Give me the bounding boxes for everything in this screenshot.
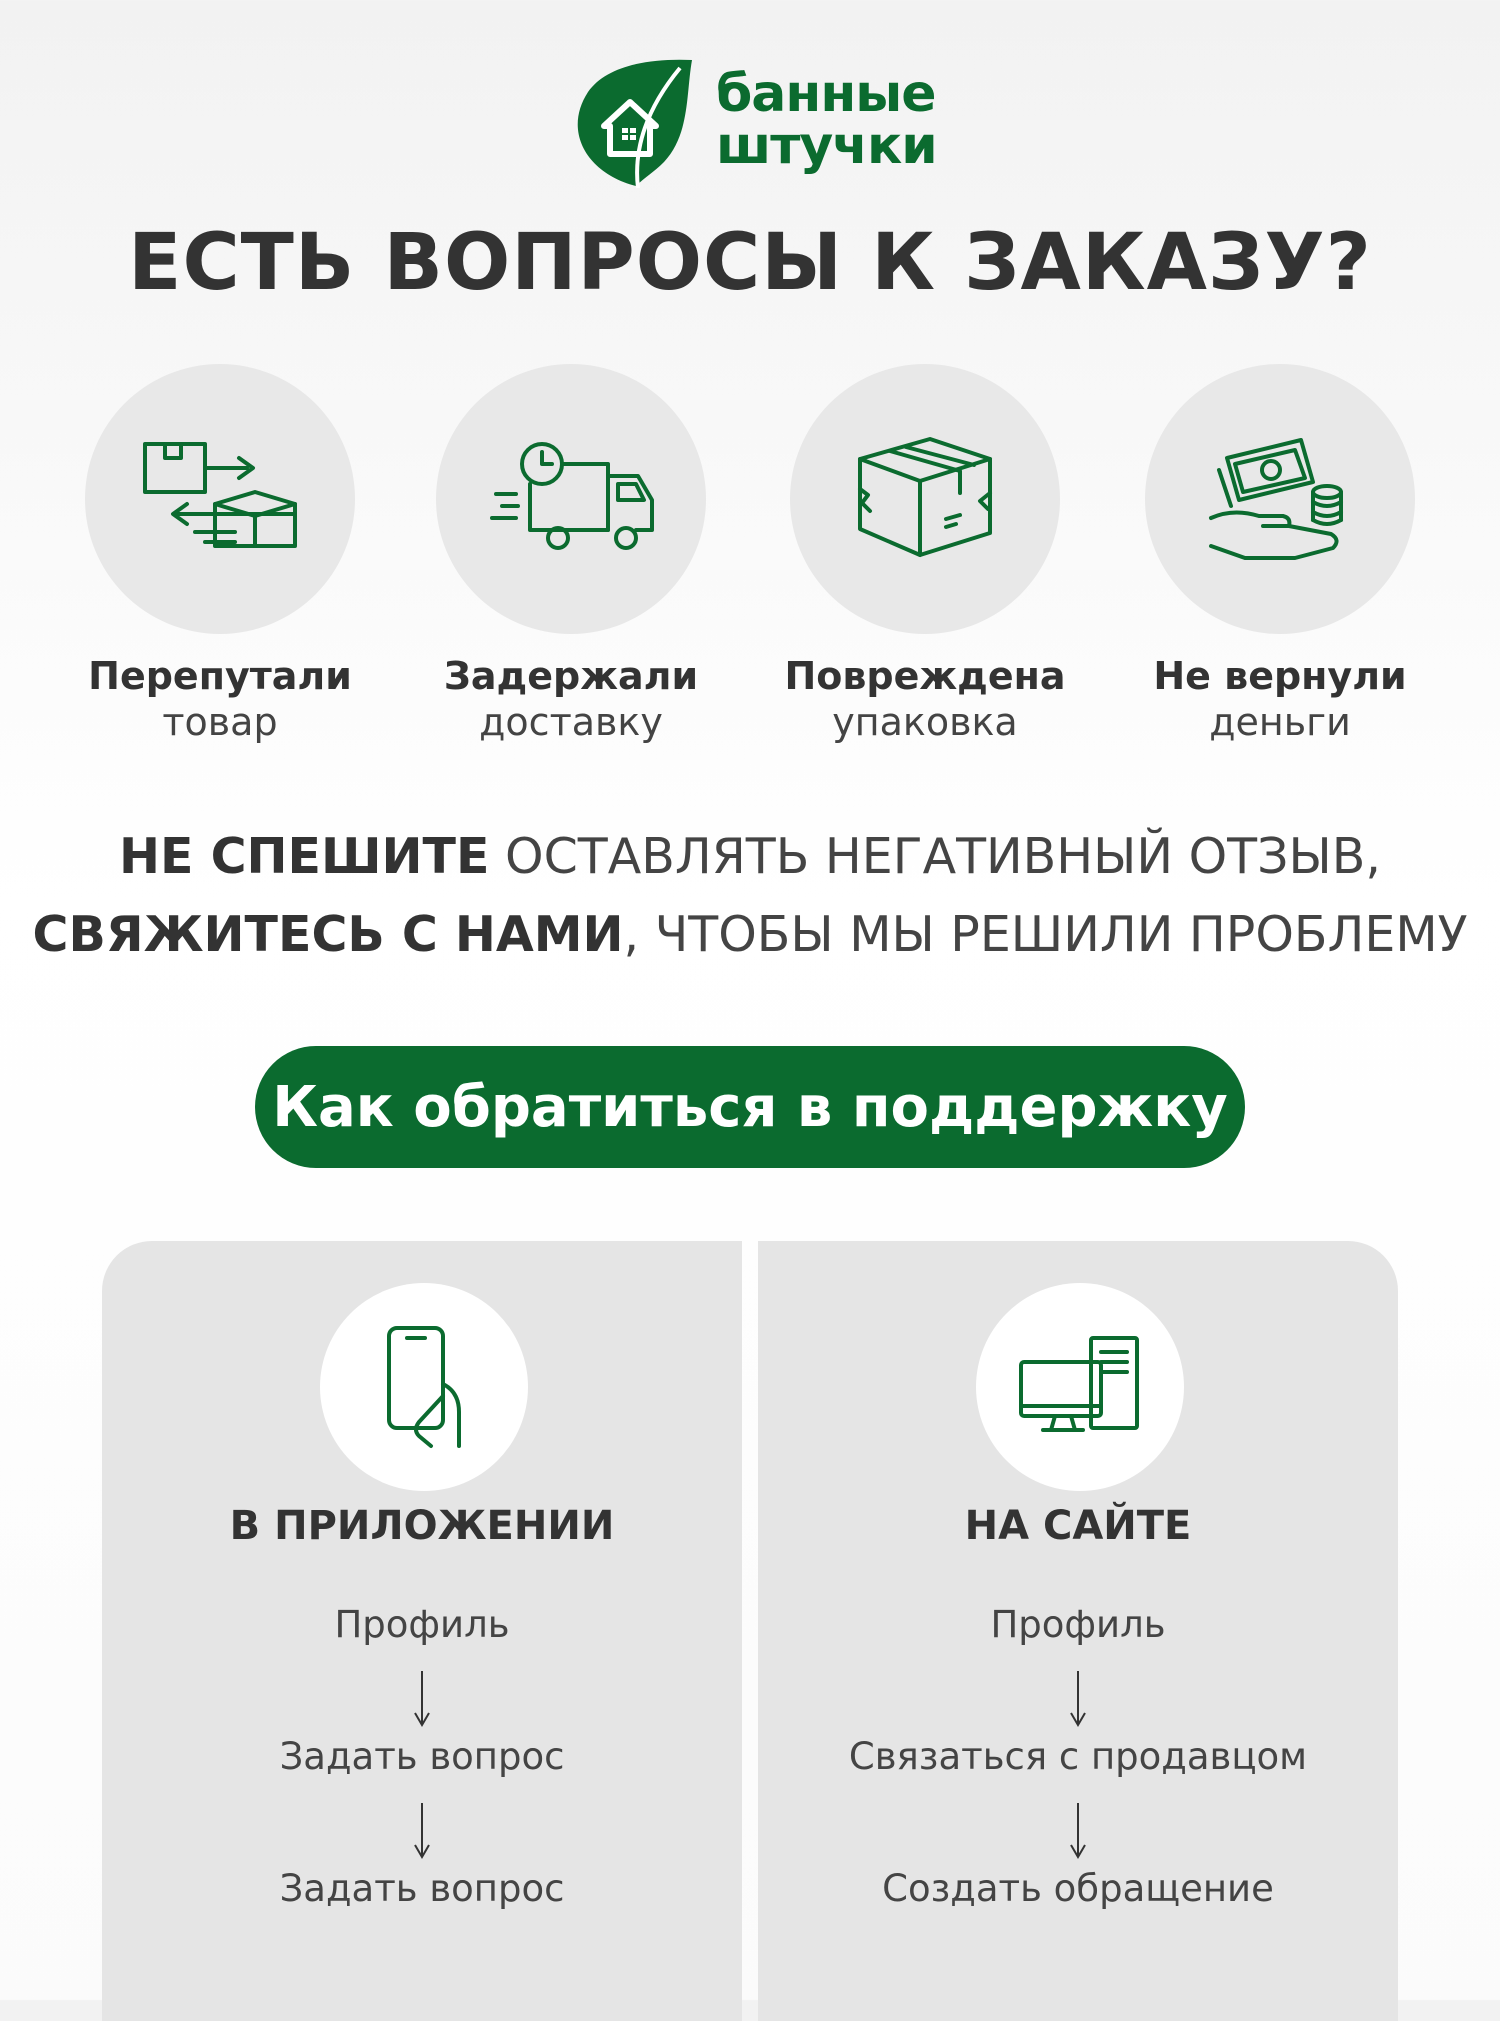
problem-no-refund bbox=[1130, 364, 1430, 744]
problem-damaged-package bbox=[775, 364, 1075, 744]
arrow-down-icon bbox=[414, 1671, 430, 1727]
problem-wrong-item bbox=[70, 364, 370, 744]
exchange-boxes-icon bbox=[135, 434, 305, 564]
money-hand-icon bbox=[1205, 434, 1355, 564]
damaged-box-icon bbox=[850, 429, 1000, 569]
problem-late-delivery bbox=[421, 364, 721, 744]
problem-subtitle: упаковка bbox=[832, 700, 1018, 744]
problem-title: Не вернули bbox=[1153, 654, 1407, 698]
message-line-1-bold: НЕ СПЕШИТЕ bbox=[119, 828, 490, 885]
brand-name bbox=[716, 64, 937, 176]
problem-title: Перепутали bbox=[88, 654, 352, 698]
problem-subtitle: деньги bbox=[1209, 700, 1351, 744]
channel-heading: НА САЙТЕ bbox=[964, 1503, 1192, 1549]
problem-subtitle: доставку bbox=[479, 700, 663, 744]
problem-subtitle: товар bbox=[162, 700, 278, 744]
channel-icon-circle bbox=[320, 1283, 528, 1491]
brand-name-line1: банные bbox=[716, 64, 936, 124]
arrow-down-icon bbox=[414, 1803, 430, 1859]
message-line-2-rest: , ЧТОБЫ МЫ РЕШИЛИ ПРОБЛЕМУ bbox=[623, 906, 1468, 963]
problem-title: Задержали bbox=[443, 654, 699, 698]
problem-icon-circle bbox=[1145, 364, 1415, 634]
channel-heading: В ПРИЛОЖЕНИИ bbox=[229, 1503, 615, 1549]
channel-step: Связаться с продавцом bbox=[848, 1735, 1308, 1778]
brand-logo bbox=[568, 54, 948, 194]
problem-icon-circle bbox=[85, 364, 355, 634]
channel-step: Задать вопрос bbox=[279, 1735, 565, 1778]
channel-step: Задать вопрос bbox=[279, 1867, 565, 1910]
leaf-house-icon bbox=[568, 54, 698, 194]
message-line-1 bbox=[0, 828, 1500, 885]
support-button[interactable]: Как обратиться в поддержку bbox=[255, 1046, 1245, 1168]
arrow-down-icon bbox=[1070, 1803, 1086, 1859]
brand-name-line2: штучки bbox=[716, 116, 937, 176]
problem-icon-circle bbox=[790, 364, 1060, 634]
problem-icon-circle bbox=[436, 364, 706, 634]
problem-title: Повреждена bbox=[784, 654, 1066, 698]
message-line-2 bbox=[0, 906, 1500, 963]
channel-card-website bbox=[758, 1241, 1398, 2021]
message-line-2-bold: СВЯЖИТЕСЬ С НАМИ bbox=[32, 906, 624, 963]
channel-step: Создать обращение bbox=[882, 1867, 1274, 1910]
message-line-1-rest: ОСТАВЛЯТЬ НЕГАТИВНЫЙ ОТЗЫВ, bbox=[489, 828, 1381, 885]
channel-step: Профиль bbox=[334, 1603, 510, 1646]
page-title: ЕСТЬ ВОПРОСЫ К ЗАКАЗУ? bbox=[128, 218, 1372, 308]
arrow-down-icon bbox=[1070, 1671, 1086, 1727]
channel-card-app bbox=[102, 1241, 742, 2021]
desktop-computer-icon bbox=[1015, 1332, 1145, 1442]
channel-step: Профиль bbox=[990, 1603, 1166, 1646]
smartphone-icon bbox=[379, 1322, 469, 1452]
delivery-truck-icon bbox=[486, 434, 656, 564]
channel-icon-circle bbox=[976, 1283, 1184, 1491]
